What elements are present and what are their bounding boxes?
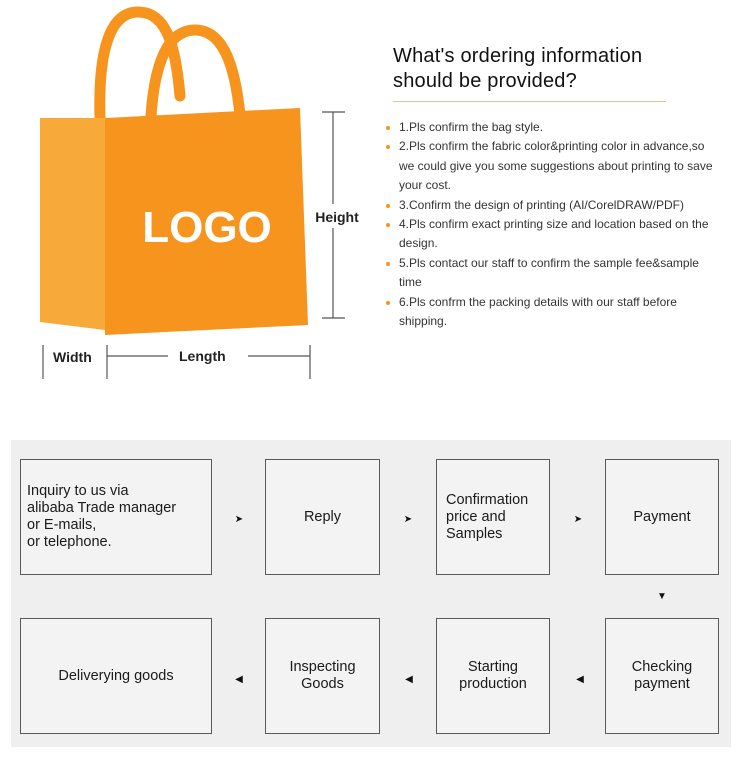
flow-arrow-left: ◀ (405, 674, 413, 685)
info-item: 1.Pls confirm the bag style. (384, 118, 714, 137)
flow-step-inspecting: Inspecting Goods (265, 618, 380, 734)
length-label: Length (179, 348, 226, 364)
height-label: Height (315, 209, 359, 225)
flow-step-delivering: Deliverying goods (20, 618, 212, 734)
ordering-info-title (393, 44, 723, 94)
bag-back-handle (100, 12, 180, 118)
info-item: 4.Pls confirm exact printing size and location based on the design. (384, 215, 714, 254)
flow-step-confirmation: Confirmation price and Samples (436, 459, 550, 575)
flow-step-payment: Payment (605, 459, 719, 575)
ordering-info-title-line-2: should be provided? (393, 70, 577, 92)
flow-arrow-down: ▼ (657, 591, 667, 602)
title-divider (393, 101, 666, 102)
ordering-info-title-line-1: What's ordering information (393, 45, 643, 67)
width-label: Width (53, 349, 92, 365)
info-item: 5.Pls contact our staff to confirm the sample fee&sample time (384, 254, 714, 293)
info-item: 6.Pls confrm the packing details with our staff before shipping. (384, 293, 714, 332)
info-item: 3.Confirm the design of printing (AI/CorelDRAW/PDF) (384, 196, 714, 215)
flow-arrow-left: ◀ (235, 674, 243, 685)
ordering-info-list (384, 118, 714, 331)
bag-illustration (0, 0, 380, 400)
flow-arrow-left: ◀ (576, 674, 584, 685)
flow-step-inquiry: Inquiry to us via alibaba Trade manager or E-mails, or telephone. (20, 459, 212, 575)
flow-arrow-right: ➤ (234, 514, 244, 525)
flow-step-reply: Reply (265, 459, 380, 575)
bag-side-panel (40, 118, 105, 330)
info-item: 2.Pls confirm the fabric color&printing color in advance,so we could give you some suggestions about printing to save your cost. (384, 137, 714, 195)
flow-arrow-right: ➤ (403, 514, 413, 525)
flow-step-production: Starting production (436, 618, 550, 734)
flow-step-checking-payment: Checking payment (605, 618, 719, 734)
bag-logo-text: LOGO (142, 203, 272, 252)
flow-arrow-right: ➤ (573, 514, 583, 525)
